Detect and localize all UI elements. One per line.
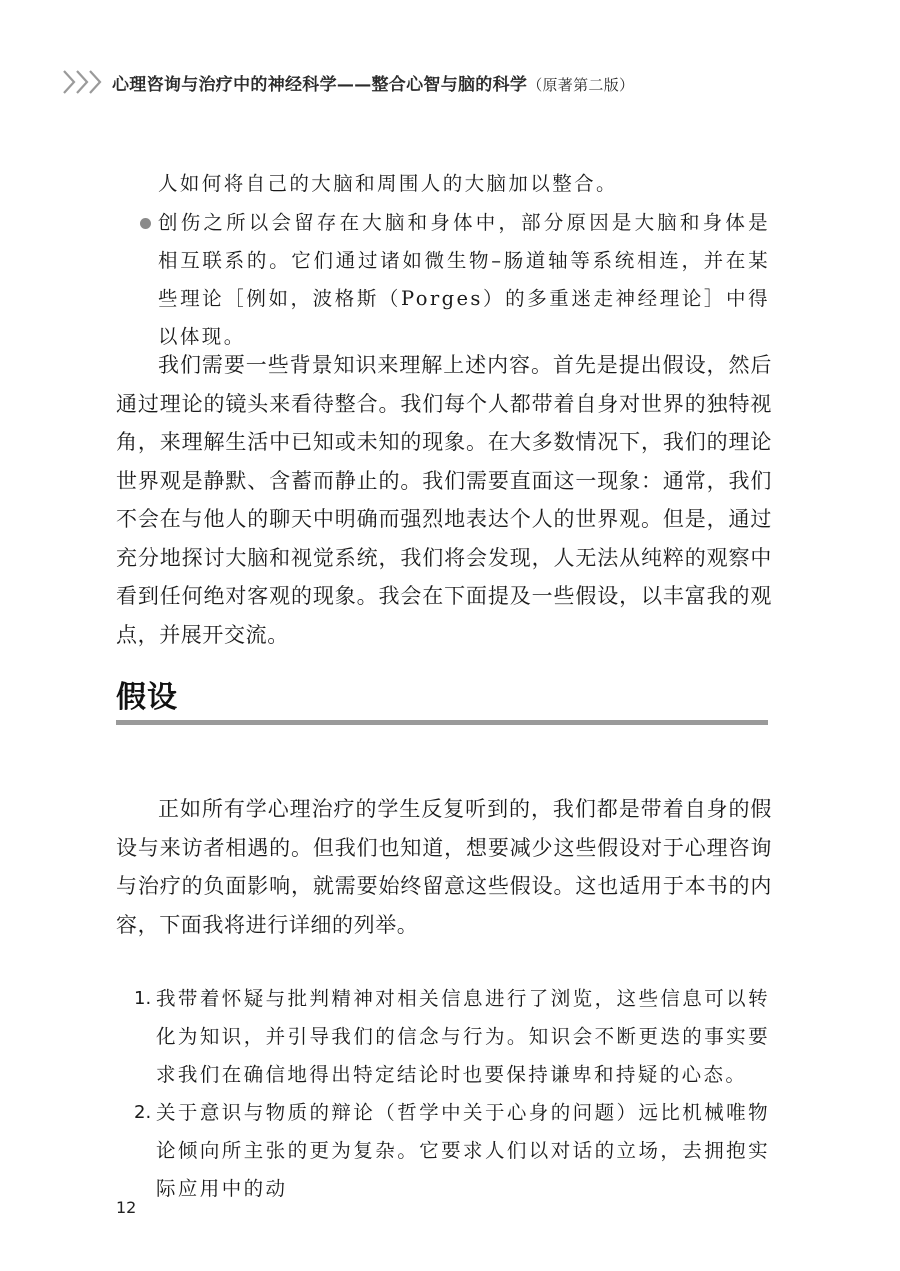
body-paragraph-2: 正如所有学心理治疗的学生反复听到的，我们都是带着自身的假设与来访者相遇的。但我们也知道，想要减少这些假设对于心理咨询与治疗的负面影响，就需要始终留意这些假设。这也适用于本书的内容，下面我将进行详细的列举。: [116, 797, 772, 937]
bullet-dot-icon: [140, 218, 151, 229]
book-edition: （原著第二版）: [527, 75, 635, 94]
list-item-text: 关于意识与物质的辩论（哲学中关于心身的问题）远比机械唯物论倾向所主张的更为复杂。它要求人们以对话的立场，去拥抱实际应用中的动: [156, 1101, 770, 1200]
section-heading: 假设: [116, 680, 178, 715]
bullet-list-item: [140, 204, 770, 356]
list-item-text: 我带着怀疑与批判精神对相关信息进行了浏览，这些信息可以转化为知识，并引导我们的信念与行为。知识会不断更迭的事实要求我们在确信地得出特定结论时也要保持谦卑和持疑的心态。: [156, 987, 770, 1086]
list-item-number: 1.: [134, 988, 152, 1009]
bullet-item-text: 创伤之所以会留存在大脑和身体中，部分原因是大脑和身体是相互联系的。它们通过诸如微生物–肠道轴等系统相连，并在某些理论［例如，波格斯（Porges）的多重迷走神经理论］中得以体现。: [158, 211, 770, 348]
body-paragraph-1: 我们需要一些背景知识来理解上述内容。首先是提出假设，然后通过理论的镜头来看待整合。我们每个人都带着自身对世界的独特视角，来理解生活中已知或未知的现象。在大多数情况下，我们的理论世界观是静默、含蓄而静止的。我们需要直面这一现象：通常，我们不会在与他人的聊天中明确而强烈地表达个人的世界观。但是，通过充分地探讨大脑和视觉系统，我们将会发现，人无法从纯粹的观察中看到任何绝对客观的现象。我会在下面提及一些假设，以丰富我的观点，并展开交流。: [116, 353, 772, 647]
running-header: [62, 64, 634, 100]
numbered-list-item: [134, 1094, 770, 1208]
section-divider: [116, 720, 768, 725]
list-item-number: 2.: [134, 1102, 152, 1123]
book-title-main: 心理咨询与治疗中的神经科学——整合心智与脑的科学: [112, 74, 528, 95]
page-number: 12: [116, 1198, 137, 1217]
numbered-list-item: [134, 980, 770, 1094]
bullet-continuation: 人如何将自己的大脑和周围人的大脑加以整合。: [158, 172, 618, 195]
book-title: [112, 70, 634, 95]
chevron-right-icon: [62, 69, 106, 95]
